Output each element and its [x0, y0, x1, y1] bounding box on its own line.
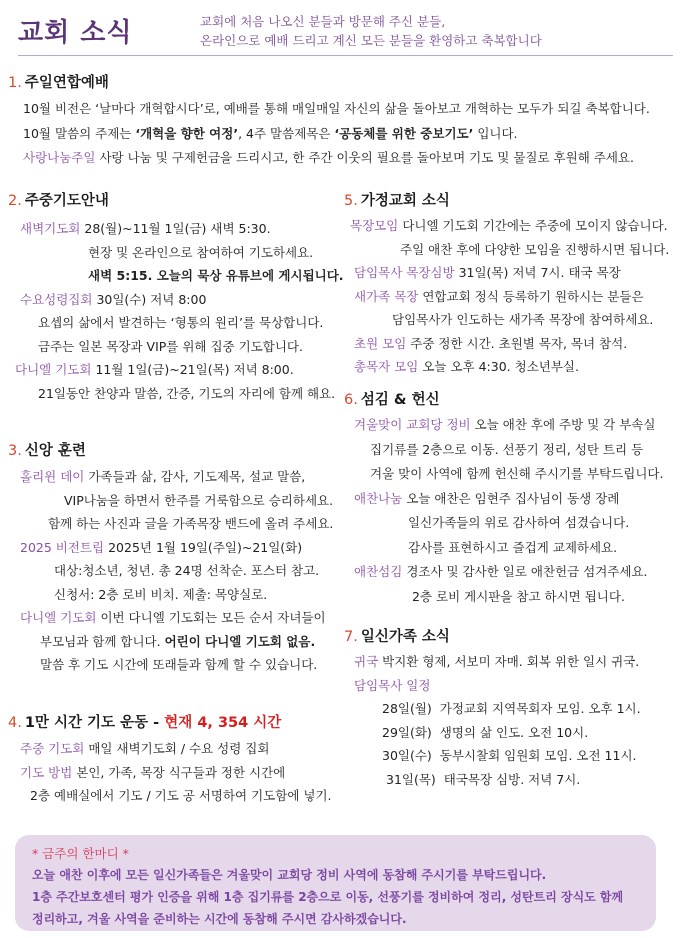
item-text: 주중 정한 시간. 초원별 목자, 목녀 참석.: [410, 335, 628, 351]
item-label: 주중 기도회: [20, 741, 85, 756]
section-title-text: 섬김 & 헌신: [360, 392, 440, 408]
item-label: 다니엘 기도회: [15, 362, 92, 377]
item-label: 담임목사 일정: [354, 677, 431, 693]
item-label: 2025 비전트립: [20, 539, 105, 555]
section-house-church: [344, 190, 674, 379]
section-title: [344, 190, 674, 212]
text-line: [344, 355, 674, 379]
text-line: [344, 674, 674, 698]
text-line: 함께 하는 사진과 글을 가족목장 밴드에 올려 주세요.: [48, 516, 334, 531]
text-line: 주일 애찬 후에 다양한 모임을 진행하시면 됩니다.: [400, 241, 670, 257]
text-line: [344, 285, 674, 309]
item-label: 겨울맞이 교회당 정비: [354, 417, 471, 432]
text-line: 겨울 맞이 사역에 함께 헌신해 주시기를 부탁드립니다.: [370, 466, 664, 481]
text-line: [8, 630, 338, 654]
text-line: [344, 650, 674, 674]
notice-line: 1층 주간보호센터 평가 인증을 위해 1층 집기류를 2층으로 이동, 선풍기를 정비하여 정리, 성탄트리 장식도 함께: [32, 890, 624, 904]
text-line: [8, 288, 338, 312]
schedule-row: [344, 768, 674, 792]
item-text: 2025년 1월 19일(주일)~21일(화): [108, 539, 303, 555]
section-sunday-worship: [8, 72, 673, 171]
item-label: 새벽기도회: [20, 221, 81, 236]
section-family-news: [344, 626, 674, 791]
text-line: [344, 560, 674, 585]
section-title-text: 가정교회 소식: [360, 193, 450, 209]
section-title: [8, 72, 673, 94]
section-number: 4.: [8, 715, 22, 731]
text-line: 요셉의 삶에서 발견하는 ‘형통의 원리’를 묵상합니다.: [38, 315, 324, 330]
section-faith-training: [8, 440, 338, 677]
item-label: 수요성령집회: [20, 291, 93, 307]
text-line: [8, 217, 338, 241]
text-line: [8, 606, 338, 630]
item-text: 경조사 및 감사한 일로 애찬헌금 섬겨주세요.: [406, 564, 648, 579]
schedule-row: [344, 721, 674, 745]
weekly-word-box: [15, 835, 656, 931]
page-title: 교회 소식: [18, 18, 133, 48]
text-line: VIP나눔을 하면서 한주를 거룩함으로 승리하세요.: [64, 492, 334, 508]
item-label: 목장모임: [350, 218, 399, 233]
notice-line: 정리하고, 겨울 사역을 준비하는 시간에 동참해 주시면 감사하겠습니다.: [32, 912, 407, 926]
text-line: [344, 413, 674, 438]
text-line: 21일동안 찬양과 말씀, 간증, 기도의 자리에 함께 해요.: [38, 385, 336, 401]
text-line: 감사를 표현하시고 즐겁게 교제하세요.: [408, 539, 618, 555]
schedule-row: [344, 697, 674, 721]
schedule-row: [344, 744, 674, 768]
subtitle-line-2: 온라인으로 예배 드리고 계신 모든 분들을 환영하고 축복합니다: [200, 33, 542, 48]
item-label: 총목자 모임: [354, 359, 419, 374]
page-subtitle: [200, 12, 542, 50]
item-label: 다니엘 기도회: [20, 610, 97, 625]
notice-title: * 금주의 한마디 *: [32, 846, 129, 861]
text-line: 현장 및 온라인으로 참여하여 기도하세요.: [88, 244, 314, 260]
text-line: [344, 214, 674, 238]
text-line: [8, 122, 673, 147]
text-fragment: 10월 말씀의 주제는: [23, 125, 136, 141]
item-label: 애찬나눔: [354, 490, 403, 506]
item-text: 매일 새벽기도회 / 수요 성령 집회: [88, 741, 270, 756]
text-fragment: 부모님과 함께 합니다.: [40, 633, 165, 649]
item-text: 오늘 애찬 후에 주방 및 각 부속실: [474, 417, 656, 432]
item-text: 30일(수) 저녁 8:00: [96, 291, 207, 307]
text-line: [8, 761, 343, 785]
section-title-text: 신앙 훈련: [24, 443, 86, 459]
schedule-date: 29일(화): [382, 724, 432, 740]
item-text: 이번 다니엘 기도회는 모든 순서 자녀들이: [100, 610, 326, 625]
item-label: 귀국: [354, 654, 379, 669]
text-line: [8, 358, 338, 382]
section-number: 1.: [8, 75, 22, 91]
text-line: 말씀 후 기도 시간에 또래들과 함께 할 수 있습니다.: [40, 657, 318, 672]
schedule-date: 28일(월): [382, 701, 432, 716]
schedule-date: 30일(수): [382, 748, 432, 763]
text-line: 신청서: 2층 로비 비치. 제출: 목양실로.: [54, 586, 268, 602]
text-fragment: 입니다.: [473, 125, 518, 141]
item-label: 홀리윈 데이: [20, 469, 85, 484]
section-title: [344, 389, 674, 411]
item-text: 박지환 형제, 서보미 자매. 회복 위한 일시 귀국.: [382, 654, 640, 669]
section-title-text: 1만 시간 기도 운동 -: [24, 715, 160, 731]
section-number: 7.: [344, 629, 358, 645]
text-line: 새벽 5:15. 오늘의 묵상 유튜브에 게시됩니다.: [88, 268, 344, 283]
item-label: 기도 방법: [20, 764, 73, 780]
item-text: 31일(목) 저녁 7시. 태국 목장: [458, 265, 621, 280]
section-prayer-movement: [8, 712, 343, 808]
item-text: 연합교회 정식 등록하기 원하시는 분들은: [422, 288, 644, 304]
schedule-text: 생명의 삶 인도. 오전 10시.: [439, 724, 589, 740]
item-text: 본인, 가족, 목장 식구들과 정한 시간에: [76, 764, 286, 780]
item-text: 사랑 나눔 및 구제헌금을 드리시고, 한 주간 이웃의 필요를 돌아보며 기도 및 물질로 후원해 주세요.: [99, 150, 634, 165]
text-line: 2층 로비 게시판을 참고 하시면 됩니다.: [412, 588, 625, 604]
text-line: [344, 261, 674, 285]
section-prayer-guide: [8, 190, 344, 405]
section-title: [344, 626, 674, 648]
section-service: [344, 389, 674, 609]
text-line: 집기류를 2층으로 이동. 선풍기 정리, 성탄 트리 등: [370, 441, 644, 457]
item-label: 새가족 목장: [354, 288, 419, 304]
emphasis-text: ‘개혁을 향한 여정’: [135, 125, 239, 141]
notice-line: 오늘 애찬 이후에 모든 일신가족들은 겨울맞이 교회당 정비 사역에 동참해 주시기를 부탁드립니다.: [32, 868, 547, 882]
item-label: 담임목사 목장심방: [354, 265, 455, 280]
emphasis-text: ‘공동체를 위한 중보기도’: [334, 125, 474, 141]
text-line: 10월 비전은 ‘날마다 개혁합시다’로, 예배를 통해 매일매일 자신의 삶을 돌아보고 개혁하는 모두가 되길 축복합니다.: [23, 101, 650, 116]
item-text: 다니엘 기도회 기간에는 주중에 모이지 않습니다.: [402, 218, 668, 233]
text-line: 담임목사가 인도하는 새가족 목장에 참여하세요.: [392, 312, 654, 327]
text-line: [344, 332, 674, 356]
emphasis-text: 어린이 다니엘 기도회 없음.: [164, 633, 316, 649]
section-number: 3.: [8, 443, 22, 459]
header-divider: [18, 55, 673, 56]
section-title-text: 주중기도안내: [24, 193, 109, 209]
item-text: 28(월)~11월 1일(금) 새벽 5:30.: [84, 221, 271, 236]
section-title-text: 주일연합예배: [24, 75, 109, 91]
item-text: 오늘 애찬은 임현주 집사님이 동생 장례: [406, 490, 620, 506]
section-number: 5.: [344, 193, 358, 209]
subtitle-line-1: 교회에 처음 나오신 분들과 방문해 주신 분들,: [200, 14, 446, 29]
page-header: [18, 8, 673, 52]
text-line: 2층 예배실에서 기도 / 기도 공 서명하여 기도함에 넣기.: [30, 788, 332, 803]
prayer-hours-count: 현재 4, 354 시간: [164, 715, 282, 731]
section-title: [8, 440, 338, 462]
schedule-text: 태국목장 심방. 저녁 7시.: [443, 771, 581, 787]
text-line: [344, 487, 674, 512]
schedule-date: 31일(목): [386, 771, 436, 787]
item-label: 애찬섬김: [354, 564, 403, 579]
text-line: [8, 737, 343, 761]
text-line: 금주는 일본 목장과 VIP를 위해 집중 기도합니다.: [38, 338, 303, 354]
text-line: [8, 146, 673, 171]
item-label: 초원 모임: [354, 335, 407, 351]
section-title: [8, 190, 338, 212]
item-text: 오늘 오후 4:30. 청소년부실.: [422, 359, 579, 374]
text-line: 일신가족들의 위로 감사하여 섬겼습니다.: [408, 515, 630, 530]
section-number: 2.: [8, 193, 22, 209]
item-label: 사랑나눔주일: [23, 150, 96, 165]
text-fragment: , 4주 말씀제목은: [238, 125, 335, 141]
schedule-text: 가정교회 지역목회자 모임. 오후 1시.: [439, 701, 641, 716]
section-number: 6.: [344, 392, 358, 408]
item-text: 11월 1일(금)~21일(목) 저녁 8:00.: [95, 362, 294, 377]
text-line: [8, 536, 338, 560]
section-title-text: 일신가족 소식: [360, 629, 450, 645]
text-line: [8, 465, 338, 489]
text-line: 대상:청소년, 청년. 총 24명 선착순. 포스터 참고.: [54, 563, 320, 578]
schedule-text: 동부시찰회 임원회 모임. 오전 11시.: [439, 748, 637, 763]
section-title: [8, 712, 343, 734]
item-text: 가족들과 삶, 감사, 기도제목, 설교 말씀,: [88, 469, 306, 484]
